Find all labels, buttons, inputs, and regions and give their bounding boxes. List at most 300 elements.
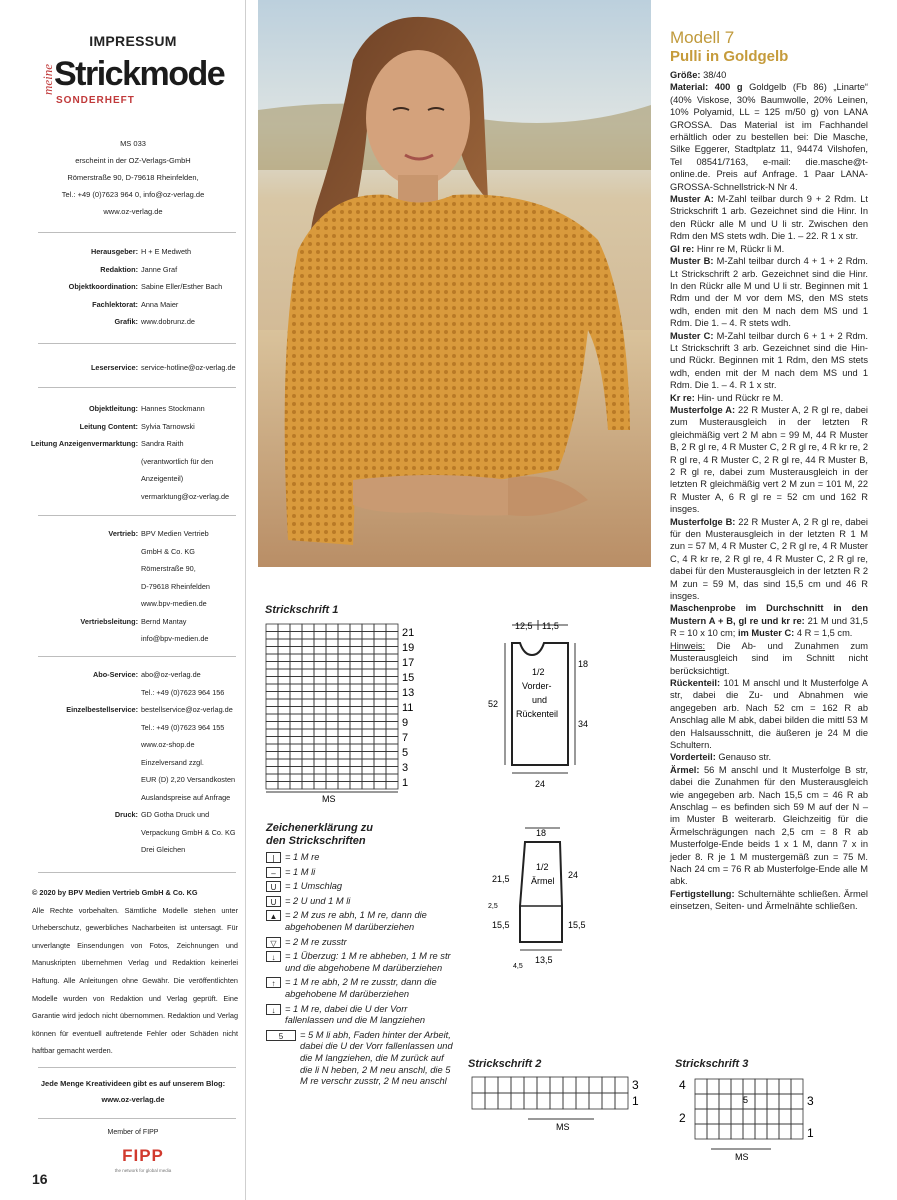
staff-key [28, 736, 141, 754]
chart-cell [326, 722, 338, 730]
staff-key: Vertrieb: [108, 529, 138, 538]
row-label: 11 [402, 702, 414, 714]
legend-text: = 2 M re zusstr [285, 936, 347, 947]
chart-cell [278, 722, 290, 730]
staff-value: Einzelversand zzgl. [141, 757, 204, 767]
chart-cell [278, 699, 290, 707]
chart-cell [537, 1077, 550, 1093]
chart-cell [326, 714, 338, 722]
chart-cell [362, 707, 374, 715]
chart-cell [302, 714, 314, 722]
instruction-paragraph [670, 751, 868, 763]
photo-illustration [258, 0, 651, 567]
para-label: Vorderteil: [670, 752, 716, 763]
chart-cell [338, 729, 350, 737]
chart-cell [290, 639, 302, 647]
chart-cell [278, 767, 290, 775]
staff-value: Anzeigenteil) [141, 474, 184, 483]
chart-cell [338, 647, 350, 655]
chart-cell [326, 647, 338, 655]
chart-cell [362, 632, 374, 640]
legend-item [266, 867, 458, 879]
chart-cell [314, 699, 326, 707]
chart-cell [350, 647, 362, 655]
chart-cell [362, 677, 374, 685]
chart-cell [266, 707, 278, 715]
chart-cell [755, 1079, 767, 1094]
ms-label: MS [322, 794, 336, 804]
chart-cell [266, 737, 278, 745]
chart-cell [314, 654, 326, 662]
dim-bottom: 24 [535, 779, 546, 789]
chart-cell [302, 677, 314, 685]
chart-cell [362, 684, 374, 692]
chart-cell [791, 1094, 803, 1109]
fipp-logo: FIPP [122, 1146, 164, 1165]
chart-cell [278, 774, 290, 782]
staff-key [28, 543, 141, 561]
chart-cell [266, 677, 278, 685]
strickmode-logo [40, 55, 238, 125]
chart-cell [350, 774, 362, 782]
staff-row [28, 470, 238, 488]
chart-cell [302, 774, 314, 782]
staff-row [28, 578, 238, 596]
sleeve-schematic [480, 820, 600, 980]
chart-cell [266, 759, 278, 767]
chart-cell [266, 722, 278, 730]
chart-cell [314, 647, 326, 655]
chart-cell [314, 639, 326, 647]
chart-cell [386, 654, 398, 662]
dim-right-upper: 18 [578, 659, 589, 669]
chart-cell [326, 662, 338, 670]
staff-row [28, 525, 238, 543]
chart-cell [602, 1093, 615, 1109]
impressum-column [28, 25, 238, 1195]
row-label: 1 [632, 1094, 639, 1108]
chart-cell [695, 1079, 707, 1094]
staff-value: GmbH & Co. KG [141, 546, 195, 556]
chart-cell [602, 1077, 615, 1093]
row-label: 3 [632, 1078, 639, 1092]
dim-right-lower: 34 [578, 719, 589, 729]
chart-cell [290, 677, 302, 685]
chart-cell [302, 707, 314, 715]
chart-cell [386, 759, 398, 767]
chart-cell [326, 759, 338, 767]
member-of-fipp: Member of FIPP [107, 1129, 159, 1136]
chart-cell [278, 692, 290, 700]
staff-key: Objektkoordination: [68, 282, 138, 291]
yarn-over-icon: U [266, 881, 281, 892]
chart-cell [386, 782, 398, 790]
staff-key: Vertriebsleitung: [80, 616, 138, 626]
chart-cell [326, 744, 338, 752]
instruction-paragraph [670, 640, 868, 677]
staff-row [28, 771, 238, 789]
chart-cell [278, 677, 290, 685]
piece-label: Ärmel [531, 876, 555, 886]
chart-cell [386, 639, 398, 647]
staff-key [28, 841, 141, 859]
chart-cell [743, 1109, 755, 1124]
chart-cell [290, 647, 302, 655]
row-label: 4 [679, 1078, 686, 1092]
chart-cell [338, 707, 350, 715]
chart-cell [290, 782, 302, 790]
chart-cell [326, 774, 338, 782]
logo-strickmode: Strickmode [54, 55, 225, 93]
chart2-title: Strickschrift 2 [468, 1058, 542, 1070]
chart3-grid [675, 1075, 835, 1165]
chart-cell [266, 699, 278, 707]
legend-title-line: den Strickschriften [266, 835, 366, 847]
chart-cell [350, 782, 362, 790]
staff-key: Fachlektorat: [92, 299, 138, 309]
chart-cell [362, 782, 374, 790]
staff-row [28, 560, 238, 578]
chart-cell [485, 1093, 498, 1109]
chart-cell [278, 737, 290, 745]
staff-key [28, 488, 141, 506]
chart-cell [290, 714, 302, 722]
chart-cell [266, 752, 278, 760]
chart-cell [707, 1109, 719, 1124]
chart-cell [350, 677, 362, 685]
chart-cell [615, 1077, 628, 1093]
chart-cell [350, 737, 362, 745]
staff-row [28, 313, 238, 331]
staff-row [28, 841, 238, 859]
chart-cell [338, 692, 350, 700]
chart-cell [472, 1093, 485, 1109]
staff-key [28, 719, 141, 737]
staff-value: Drei Gleichen [141, 845, 186, 854]
staff-key: Redaktion: [100, 264, 138, 274]
chart-cell [576, 1077, 589, 1093]
chart-cell [386, 624, 398, 632]
chart-cell [278, 759, 290, 767]
chart-cell [290, 729, 302, 737]
chart-cell [302, 767, 314, 775]
chart-cell [302, 692, 314, 700]
chart-cell [386, 632, 398, 640]
chart-cell [266, 639, 278, 647]
chart-cell [707, 1094, 719, 1109]
chart-cell [374, 662, 386, 670]
divider [38, 343, 236, 344]
chart-cell [302, 662, 314, 670]
para-label: Größe: [670, 70, 701, 80]
chart-cell [755, 1124, 767, 1139]
para-text: Schulternähte schließen. Ärmel einsetzen, Seiten- und Ärmelnähte schließen. [670, 888, 868, 912]
chart-cell [302, 699, 314, 707]
chart-cell [326, 782, 338, 790]
instruction-paragraph [670, 330, 868, 392]
para-text: Genauso str. [715, 752, 772, 763]
staff-key [28, 560, 141, 578]
staff-key: Einzelbestellservice: [66, 705, 138, 714]
chart-cell [589, 1093, 602, 1109]
chart-cell [386, 737, 398, 745]
chart-cell [386, 774, 398, 782]
piece-label: 1/2 [536, 862, 549, 872]
chart-cell [290, 767, 302, 775]
chart-cell [290, 624, 302, 632]
staff-key: Leitung Content: [79, 421, 138, 431]
staff-value: vermarktung@oz-verlag.de [141, 491, 230, 501]
chart-cell [362, 647, 374, 655]
chart-cell [326, 752, 338, 760]
ms-label: MS [556, 1122, 570, 1132]
chart-cell [326, 767, 338, 775]
chart-cell [498, 1093, 511, 1109]
para-text: M-Zahl teilbar durch 4 + 1 + 2 Rdm. Lt Strickschrift 2 arb. Gezeichnet sind die Hinr. In den Rückr alle M und U li str. Beginnen mit 1 Rdm und der M vor dem MS, den MS stets wdh, enden mit den M nach dem MS und 1 Rdm. Die 1. – 4. R stets wdh. [670, 256, 868, 329]
staff-value: Auslandspreise auf Anfrage [141, 792, 231, 802]
instruction-paragraph [670, 602, 868, 639]
chart-cell [779, 1094, 791, 1109]
chart-cell [386, 752, 398, 760]
staff-value: Tel.: +49 (0)7623 964 155 [141, 722, 225, 732]
dim-left-lower: 15,5 [492, 920, 510, 930]
chart-cell [314, 767, 326, 775]
chart-cell [576, 1093, 589, 1109]
chart-cell [707, 1124, 719, 1139]
legend-text: = 1 Überzug: 1 M re abheben, 1 M re str und die abgehobene M darüberziehen [285, 951, 451, 973]
staff-key: Druck: [114, 810, 138, 819]
publisher-line: www.oz-verlag.de [103, 207, 163, 216]
instruction-paragraph [670, 193, 868, 243]
chart-cell [302, 744, 314, 752]
para-text: 56 M anschl und lt Musterfolge B str, dabei die Zunahmen für den Musterausgleich wie angegeben arb. Nach 15,5 cm = 46 R ab Anschlag – es befinden sich 59 M auf der N – im Muster B weiterarb. Gleichzeitig für die Ärmelschrägungen nach 2,5 cm = 8 R ab Musterfolge-Ende beids 1 x 1 M, dann 7 x in jeder 8. R je 1 M mustergemäß zun = 75 M. Nach 24 cm = 76 R ab Musterfolge-Ende alle M abk. [670, 764, 868, 887]
chart-cell [266, 767, 278, 775]
legend-text: = 2 M zus re abh, 1 M re, dann die abgehobenen M darüberziehen [285, 910, 427, 932]
row-label: 9 [402, 717, 409, 729]
instruction-paragraph [670, 516, 868, 603]
staff-row [28, 824, 238, 842]
chart-cell [731, 1094, 743, 1109]
chart-cell [326, 669, 338, 677]
chart-cell [338, 639, 350, 647]
chart-cell [338, 669, 350, 677]
staff-value: EUR (D) 2,20 Versandkosten [141, 775, 236, 784]
chart-cell [374, 654, 386, 662]
chart-cell [338, 632, 350, 640]
chart-cell [707, 1079, 719, 1094]
chart-cell [266, 782, 278, 790]
model-number: Modell 7 [670, 28, 735, 47]
chart-cell [314, 624, 326, 632]
staff-key [28, 453, 141, 471]
chart3-cells [695, 1079, 803, 1139]
chart-cell [278, 654, 290, 662]
blog-url[interactable]: www.oz-verlag.de [101, 1095, 165, 1104]
dim-top-right: 11,5 [542, 621, 559, 631]
impressum-title: IMPRESSUM [89, 33, 177, 49]
chart-cell [302, 647, 314, 655]
publisher-line: MS 033 [120, 139, 146, 148]
triangle-decrease-icon: ▲ [266, 910, 281, 921]
copyright-body: Alle Rechte vorbehalten. Sämtliche Modelle stehen unter Urheberschutz, gewerbliches Nacharbeiten ist untersagt. Für unverlangte Einsendungen von Fotos, Zeichnungen und Manuskripten übernehmen Verlag und Redaktion keinerlei Haftung. Alle Anleitungen ohne Gewähr. Die veröffentlichten Modelle wurden von Redaktion und Verlag geprüft. Eine Garantie wird jedoch nicht übernommen. Redaktion und Verlag können für eventuell auftretende Fehler oder Schäden nicht haftbar gemacht werden. [32, 905, 238, 1056]
chart-cell [350, 729, 362, 737]
dim-bottom-small: 4,5 [513, 963, 523, 970]
staff-key [28, 754, 141, 772]
row-label: 21 [402, 627, 415, 639]
staff-key [28, 630, 141, 648]
chart-cell [386, 767, 398, 775]
chart-cell [362, 744, 374, 752]
chart-cell [266, 624, 278, 632]
chart-cell [302, 639, 314, 647]
legend-text: = 2 U und 1 M li [285, 895, 351, 906]
staff-value: (verantwortlich für den [141, 456, 214, 466]
dim-right-lower: 15,5 [568, 920, 586, 930]
k2tog-icon: ▽ [266, 937, 281, 948]
chart-cell [755, 1094, 767, 1109]
chart-cell [374, 684, 386, 692]
chart-cell [362, 752, 374, 760]
staff-group-5 [28, 666, 238, 859]
chart-cell [278, 632, 290, 640]
chart-cell [743, 1124, 755, 1139]
chart-cell [266, 744, 278, 752]
chart-cell [314, 782, 326, 790]
chart-cell [266, 662, 278, 670]
staff-row [28, 806, 238, 824]
para-text: M-Zahl teilbar durch 6 + 1 + 2 Rdm. Lt Strickschrift 3 arb. Gezeichnet sind die Hin- und Rückr. Beginnen mit 1 Rdm, den MS stets wdh, enden mit der M nach dem MS und 1 Rdm. Die 1. – 4. R 1 x str. [670, 330, 868, 391]
para-label: im Muster C: [737, 628, 795, 639]
chart-cell [290, 684, 302, 692]
para-label: Maschenprobe im Durchschnitt in den Mustern A + B, gl re und kr re: [670, 603, 868, 626]
staff-value: bestellservice@oz-verlag.de [141, 705, 233, 714]
chart-cell [779, 1109, 791, 1124]
slip-overpass-icon: ↓ [266, 951, 281, 962]
publisher-line: erscheint in der OZ-Verlags-GmbH [75, 156, 191, 165]
row-label: 19 [402, 642, 415, 654]
para-text: Die Ab- und Zunahmen zum Musterausgleich sind im Schnitt nicht berücksichtigt. [670, 640, 868, 676]
chart-cell [314, 744, 326, 752]
chart-cell [374, 759, 386, 767]
para-label: Kr re: [670, 392, 695, 403]
chart-cell [563, 1093, 576, 1109]
instruction-paragraph [670, 392, 868, 404]
chart-cell [314, 759, 326, 767]
chart-cell [791, 1124, 803, 1139]
chart-cell [350, 639, 362, 647]
chart-cell [302, 737, 314, 745]
chart-cell [290, 737, 302, 745]
chart-cell [314, 729, 326, 737]
staff-value: Sandra Raith [141, 439, 184, 448]
chart-cell [266, 692, 278, 700]
chart-cell [314, 752, 326, 760]
chart-cell [302, 722, 314, 730]
chart-cell [290, 759, 302, 767]
legend-text: = 1 M li [285, 866, 316, 877]
chart-cell [779, 1079, 791, 1094]
divider [38, 387, 236, 388]
knit-symbol-icon: | [266, 852, 281, 863]
staff-row [28, 613, 238, 631]
chart-cell [374, 737, 386, 745]
staff-row [28, 435, 238, 453]
staff-row [28, 630, 238, 648]
page-number: 16 [32, 1171, 48, 1187]
chart-cell [374, 744, 386, 752]
chart-cell [374, 639, 386, 647]
chart-cell [362, 639, 374, 647]
staff-key: Leserservice: [90, 363, 138, 372]
instruction-paragraph [670, 404, 868, 516]
chart-cell [338, 759, 350, 767]
chart-cell [302, 654, 314, 662]
copyright-block [32, 884, 238, 1060]
staff-value: www.oz-shop.de [141, 740, 195, 749]
chart-cell [767, 1094, 779, 1109]
staff-row [28, 543, 238, 561]
dim-left-upper: 21,5 [492, 874, 510, 884]
chart-cell [719, 1094, 731, 1109]
chart-cell [767, 1079, 779, 1094]
chart-cell [278, 669, 290, 677]
chart1-grid [262, 620, 422, 805]
chart-cell [290, 632, 302, 640]
staff-value: Sylvia Tarnowski [141, 421, 195, 431]
para-label: Muster B: [670, 256, 714, 267]
sleeve-outline [520, 842, 562, 942]
chart-cell [386, 684, 398, 692]
staff-value: D-79618 Rheinfelden [141, 581, 210, 591]
staff-value: abo@oz-verlag.de [141, 670, 201, 679]
para-label: Material: 400 g [670, 82, 743, 93]
dim-top: 18 [536, 828, 547, 838]
chart-cell [278, 639, 290, 647]
staff-row [28, 789, 238, 807]
legend-text: = 1 Umschlag [285, 881, 343, 892]
staff-value: Sabine Eller/Esther Bach [141, 282, 223, 291]
chart1-cells [266, 624, 398, 789]
chart-cell [719, 1079, 731, 1094]
chart-cell [550, 1093, 563, 1109]
para-label: Musterfolge A: [670, 404, 736, 415]
chart-cell [719, 1124, 731, 1139]
staff-value: Anna Maier [141, 299, 179, 309]
staff-row [28, 666, 238, 684]
chart-cell [338, 744, 350, 752]
chart-cell [374, 624, 386, 632]
chart-cell [314, 714, 326, 722]
chart-cell [362, 737, 374, 745]
chart-cell [278, 714, 290, 722]
chart-cell [290, 669, 302, 677]
chart2-grid [468, 1075, 648, 1135]
divider [38, 872, 236, 873]
chart-cell [314, 632, 326, 640]
chart-cell [314, 774, 326, 782]
chart-cell [290, 654, 302, 662]
legend-item [266, 977, 458, 1000]
row-label: 15 [402, 672, 415, 684]
piece-label: Rückenteil [516, 709, 559, 719]
chart-cell [550, 1077, 563, 1093]
chart-cell [338, 654, 350, 662]
staff-value: Tel.: +49 (0)7623 964 156 [141, 687, 225, 697]
legend-text: = 1 M re [285, 852, 320, 862]
divider [38, 1067, 236, 1068]
chart-cell [350, 684, 362, 692]
chart-cell [374, 774, 386, 782]
